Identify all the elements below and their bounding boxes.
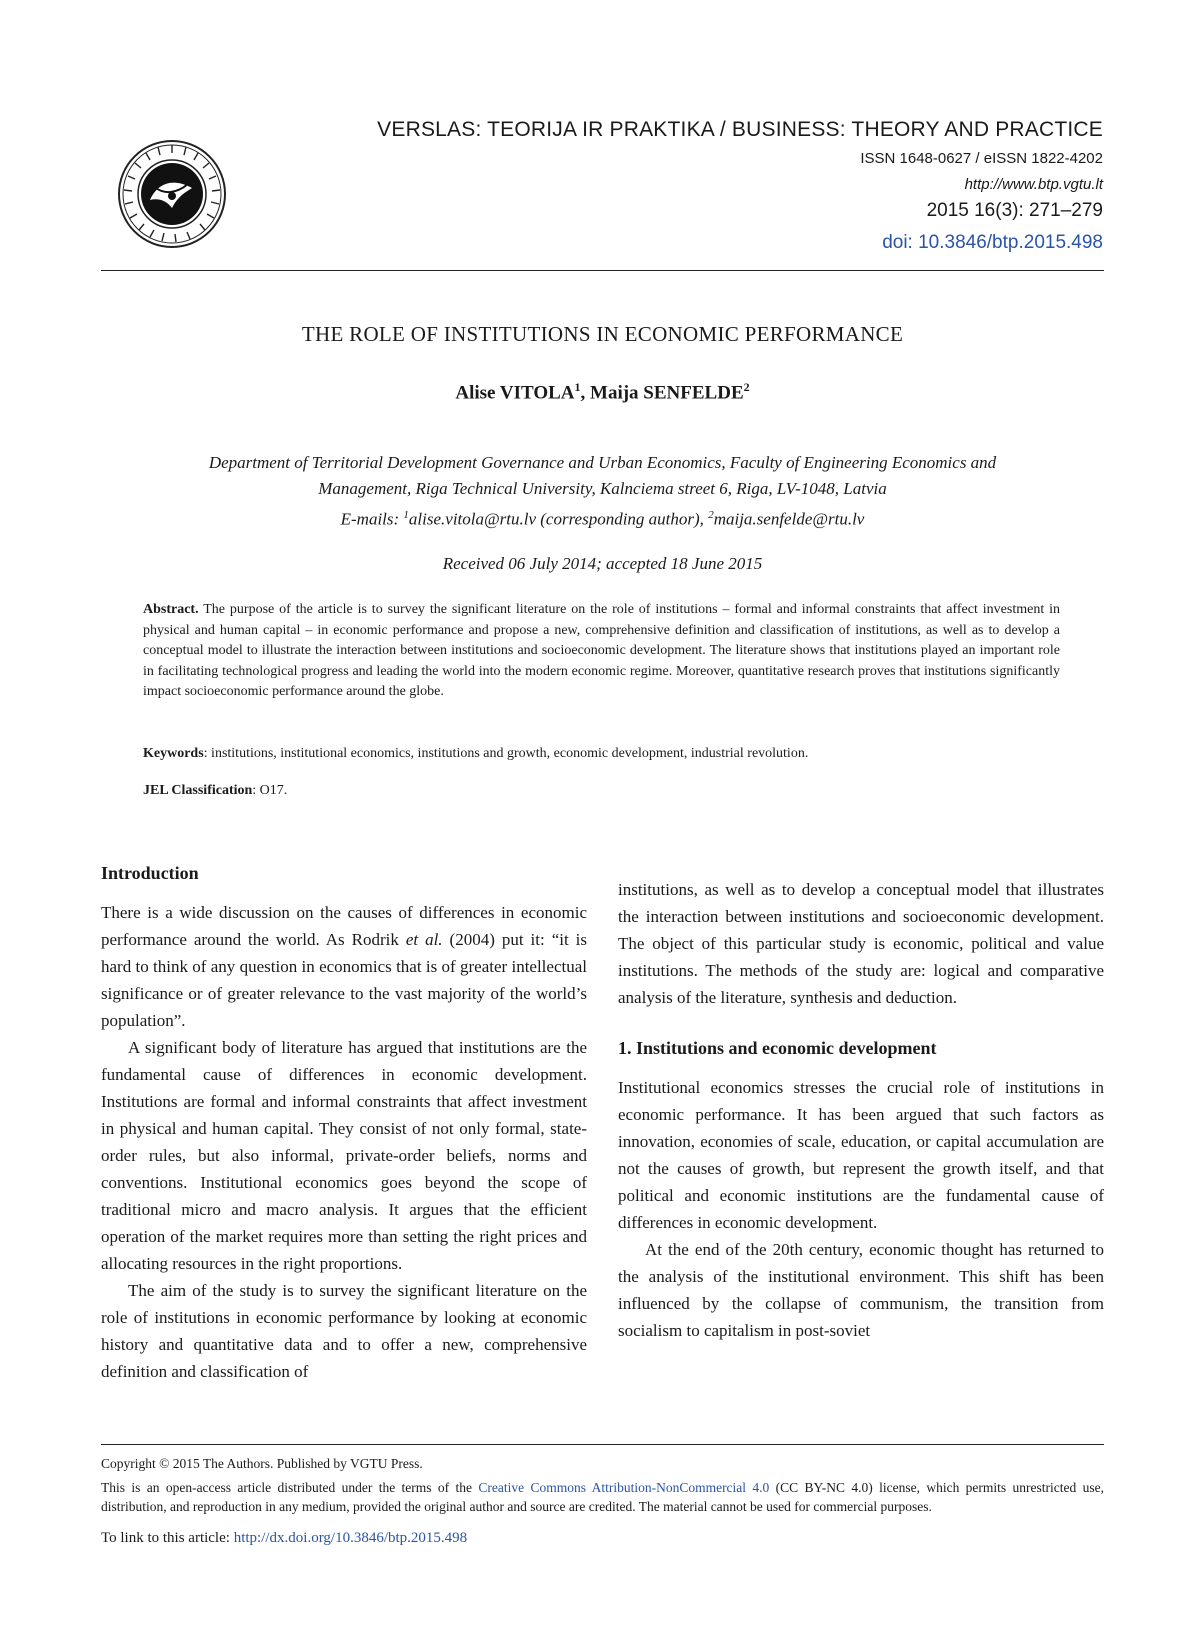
jel-text: : O17.	[252, 783, 288, 798]
email-2-mark: 2	[708, 509, 714, 521]
abstract-text: The purpose of the article is to survey the significant literature on the role of institutions – formal and informal constraints that affect investment in physical and human capital – in economic performance and propose a new, comprehensive definition and classification of institutions, as well as to develop a conceptual model to illustrate the interaction between institutions and socioeconomic development. The literature shows that institutions played an important role in facilitating technological progress and leading the world into the modern economic regime. Moreover, quantitative research proves that institutions significantly impact socioeconomic performance around the globe.	[143, 602, 1060, 700]
license-link[interactable]: Creative Commons Attribution-NonCommercial 4.0	[478, 1480, 770, 1495]
right-column	[618, 876, 1104, 1344]
article-link-label: To link to this article:	[101, 1530, 234, 1546]
license-text-a: This is an open-access article distributed under the terms of the	[101, 1480, 479, 1495]
authors	[101, 380, 1104, 404]
journal-name: VERSLAS: TEORIJA IR PRAKTIKA / BUSINESS: THEORY AND PRACTICE	[377, 118, 1103, 141]
intro-paragraph-2: A significant body of literature has argued that institutions are the fundamental cause of differences in economic development. Institutions are formal and informal constraints that affect investment in physical and human capital. They consist of not only formal, state-order rules, but also informal, private-order beliefs, norms and conventions. Institutional economics goes beyond the scope of traditional micro and macro analysis. It argues that the efficient operation of the market requires more than setting the right prices and allocating resources in the right proportions.	[101, 1038, 587, 1273]
article-title: THE ROLE OF INSTITUTIONS IN ECONOMIC PERFORMANCE	[301, 322, 904, 346]
volume-pages: 2015 16(3): 271–279	[926, 200, 1103, 221]
jel-label: JEL Classification	[143, 783, 253, 798]
left-column	[101, 860, 587, 1385]
affiliation-line-2: Management, Riga Technical University, Kalnciema street 6, Riga, LV-1048, Latvia	[318, 479, 887, 498]
introduction-heading: Introduction	[101, 863, 199, 883]
author-1-affiliation-mark: 1	[574, 380, 581, 394]
author-2-affiliation-mark: 2	[743, 380, 750, 394]
license-text-b: (CC BY-NC 4.0) license, which permits unrestricted use, distribution, and reproduction in any medium, provided the original author and source are credited. The material cannot be used for commercial purposes.	[101, 1480, 1104, 1514]
author-1: Alise VITOLA	[455, 382, 575, 404]
issn: ISSN 1648-0627 / eISSN 1822-4202	[860, 150, 1103, 167]
journal-url[interactable]: http://www.btp.vgtu.lt	[964, 176, 1103, 193]
author-2: Maija SENFELDE	[590, 382, 744, 404]
intro-p1-etal: et al.	[405, 930, 443, 949]
author-separator: ,	[580, 382, 591, 404]
abstract-label: Abstract.	[143, 602, 199, 617]
license-notice	[101, 1478, 1104, 1516]
intro-paragraph-1	[101, 899, 587, 1034]
section-1-paragraph-1: Institutional economics stresses the crucial role of institutions in economic performance. It has been argued that such factors as innovation, economies of scale, education, or capital accumulation are not the causes of growth, but represent the growth itself, and that political and economic institutions are the fundamental cause of differences in economic development.	[618, 1078, 1104, 1232]
section-1-paragraph-2: At the end of the 20th century, economic thought has returned to the analysis of the institutional environment. This shift has been influenced by the collapse of communism, the transition from socialism to capitalism in post-soviet	[618, 1240, 1104, 1340]
received-dates: Received 06 July 2014; accepted 18 June 2015	[442, 554, 763, 573]
keywords-label: Keywords	[143, 746, 204, 761]
jel-classification	[143, 781, 1060, 802]
abstract	[143, 600, 1060, 703]
keywords-text: : institutions, institutional economics, institutions and growth, economic development, industrial revolution.	[203, 746, 809, 761]
affiliation	[101, 450, 1104, 533]
email-2[interactable]: maija.senfelde@rtu.lv	[713, 509, 865, 529]
email-1-mark: 1	[403, 509, 409, 521]
doi-link[interactable]: doi: 10.3846/btp.2015.498	[882, 232, 1103, 253]
header-divider	[101, 270, 1104, 271]
article-doi-url[interactable]: http://dx.doi.org/10.3846/btp.2015.498	[233, 1530, 468, 1546]
emails	[101, 502, 1104, 533]
university-seal-logo	[116, 138, 228, 250]
email-1[interactable]: alise.vitola@rtu.lv (corresponding author),	[408, 509, 709, 529]
affiliation-line-1: Department of Territorial Development Governance and Urban Economics, Faculty of Engineering Economics and	[208, 453, 997, 472]
keywords	[143, 744, 1060, 765]
emails-label: E-mails:	[340, 509, 404, 529]
article-link	[101, 1529, 1104, 1548]
footer-divider	[101, 1444, 1104, 1445]
intro-p1-text-a: There is a wide discussion on the causes of differences in economic performance around the world. As Rodrik	[101, 903, 587, 949]
intro-paragraph-3: The aim of the study is to survey the significant literature on the role of institutions in economic performance by looking at economic history and quantitative data and to offer a new, comprehensive definition and classification of	[101, 1281, 587, 1381]
section-1-heading: 1. Institutions and economic development	[618, 1038, 937, 1058]
copyright: Copyright © 2015 The Authors. Published by VGTU Press.	[101, 1456, 423, 1471]
intro-p1-text-b: (2004) put it: “it is hard to think of any question in economics that is of greater intellectual significance or of greater relevance to the vast majority of the world’s population”.	[101, 930, 588, 1030]
right-paragraph-1: institutions, as well as to develop a conceptual model that illustrates the interaction between institutions and socioeconomic development. The object of this particular study is economic, political and value institutions. The methods of the study are: logical and comparative analysis of the literature, synthesis and deduction.	[618, 880, 1104, 1007]
